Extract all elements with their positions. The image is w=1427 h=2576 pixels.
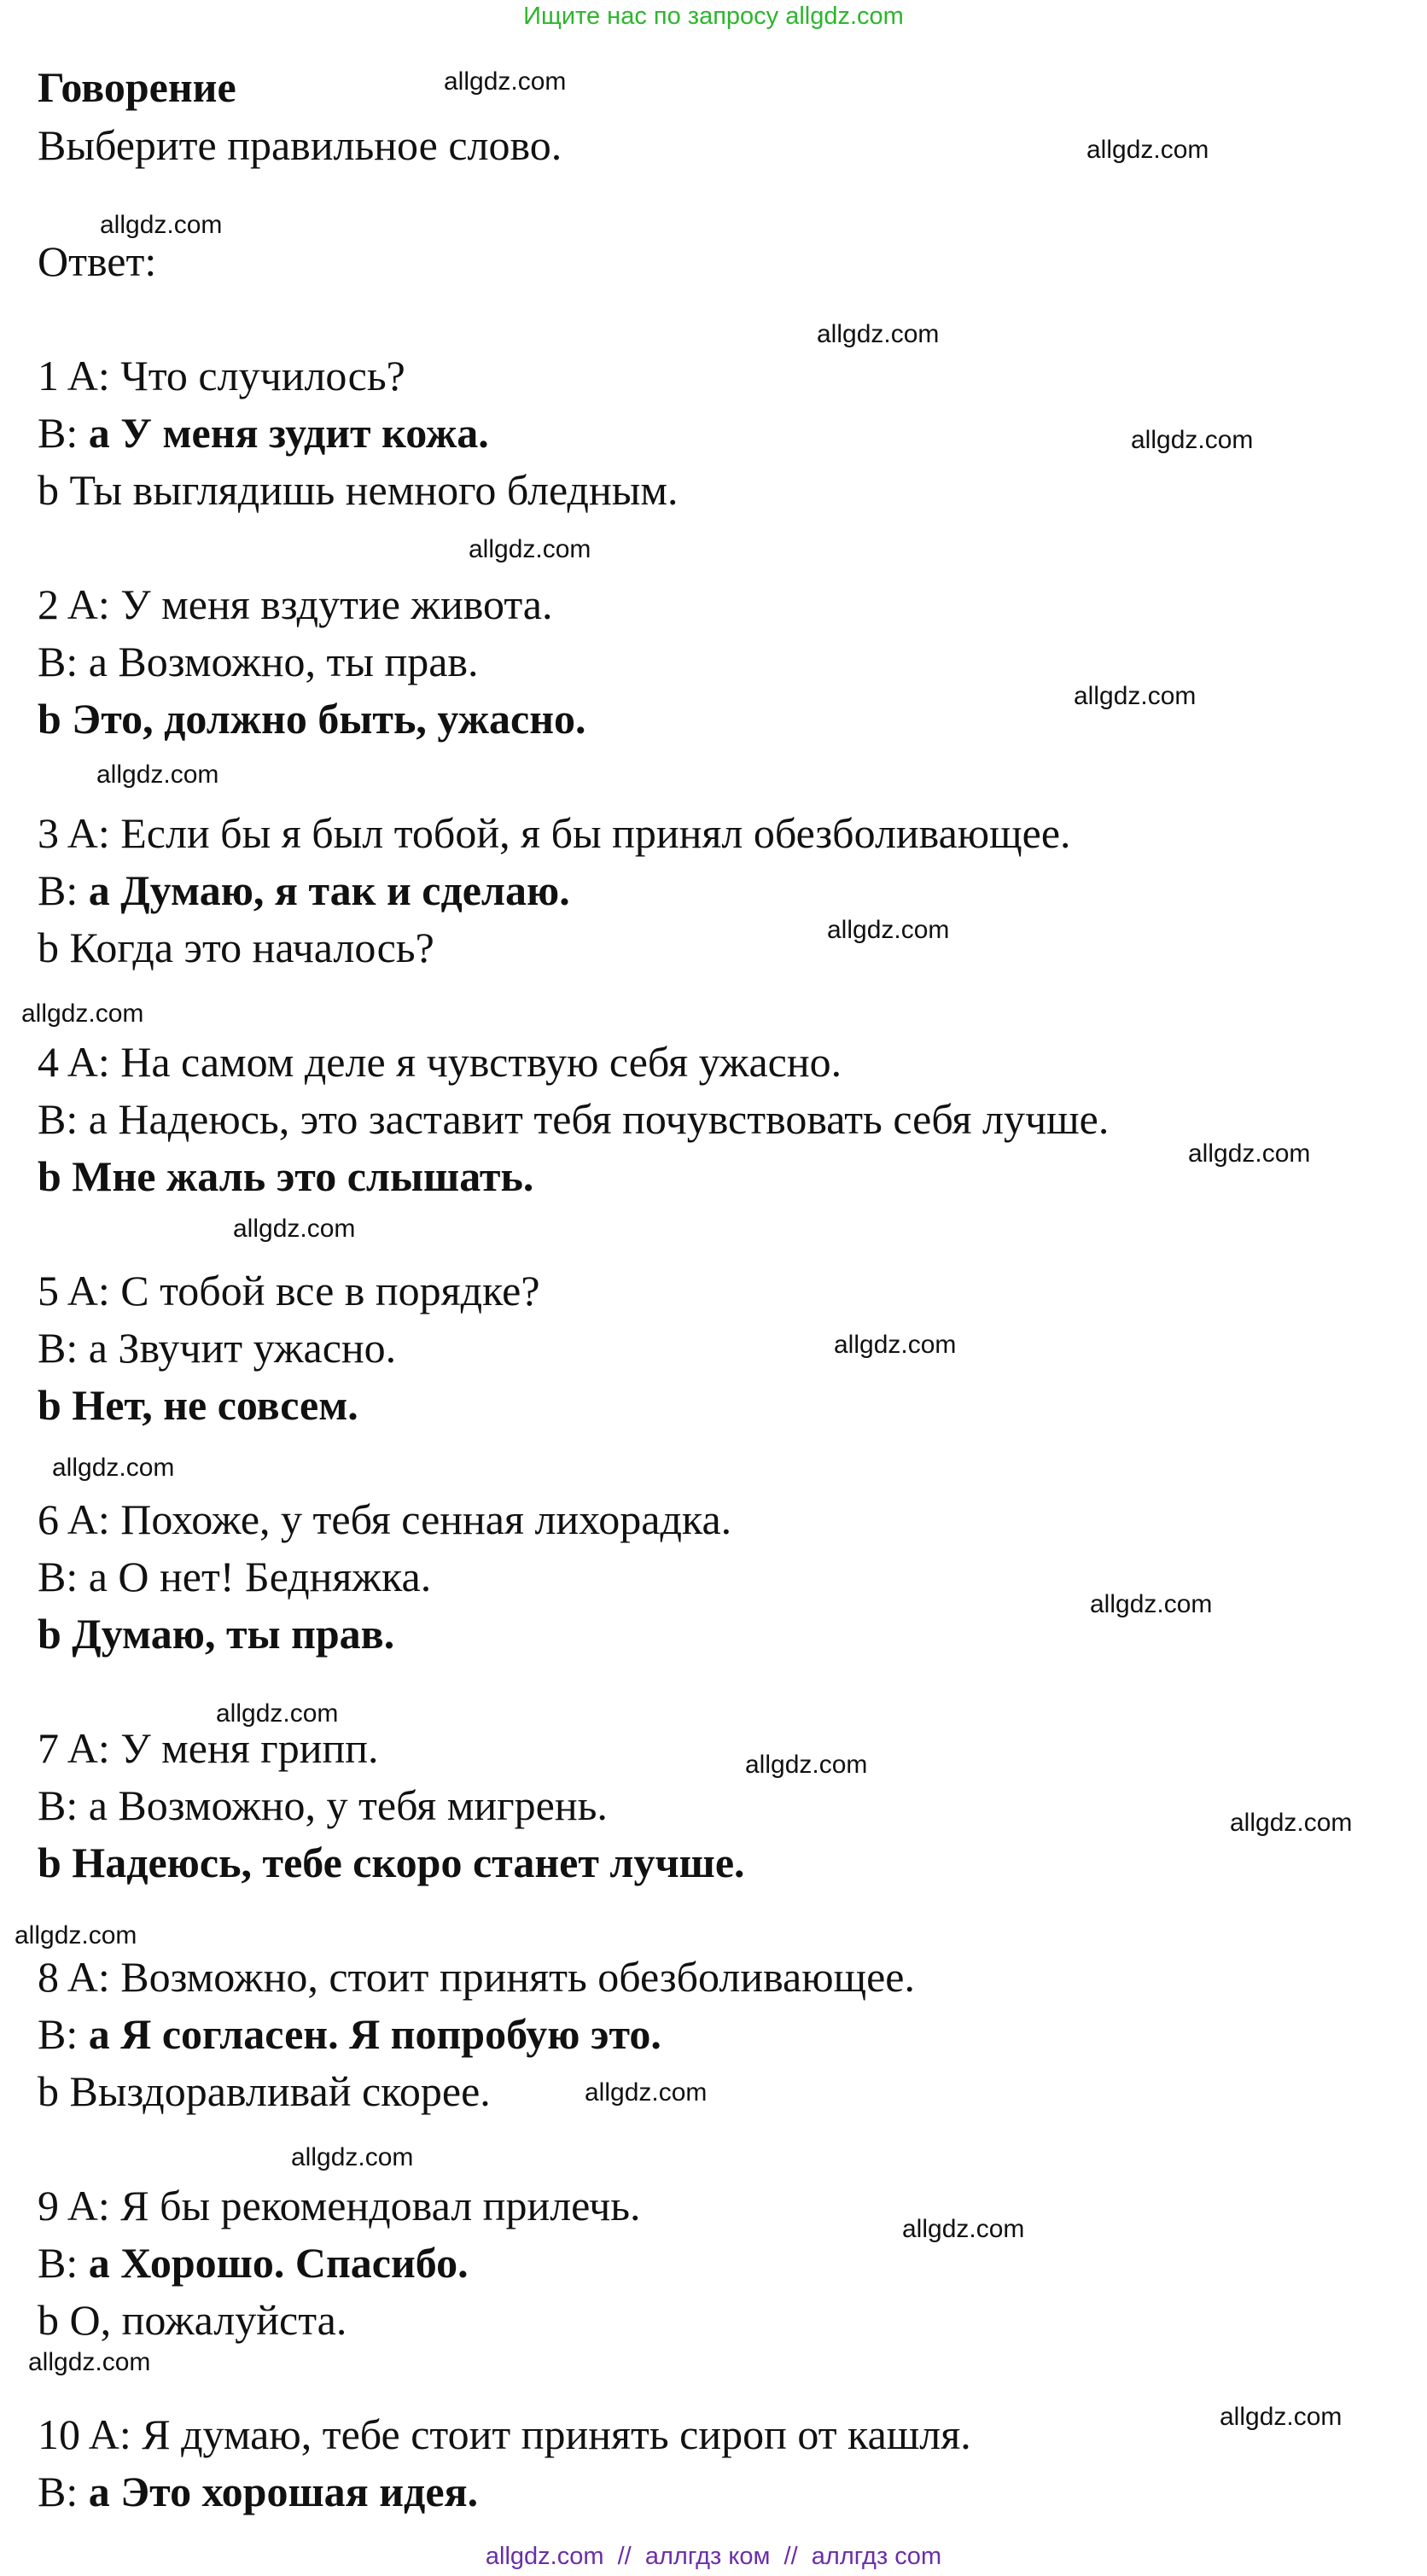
answer-label: Ответ: — [38, 237, 157, 285]
item-9-b-prefix: B: — [38, 2239, 89, 2287]
item-1-answer-a: a У меня зудит кожа. — [88, 409, 489, 457]
item-7-option-b: b Надеюсь, тебе скоро станет лучше. — [38, 1839, 745, 1886]
watermark: allgdz.com — [444, 67, 567, 96]
item-9-answer-a: a Хорошо. Спасибо. — [88, 2239, 469, 2287]
watermark: allgdz.com — [96, 761, 219, 789]
watermark: allgdz.com — [834, 1331, 957, 1359]
watermark: allgdz.com — [1074, 682, 1197, 710]
item-9-option-a — [38, 2237, 469, 2288]
instruction-text: Выберите правильное слово. — [38, 121, 562, 169]
item-5-option-b: b Нет, не совсем. — [38, 1381, 358, 1429]
watermark: allgdz.com — [28, 2348, 151, 2376]
watermark: allgdz.com — [100, 211, 223, 239]
item-4-option-b: b Мне жаль это слышать. — [38, 1152, 534, 1200]
item-1-option-b: b Ты выглядишь немного бледным. — [38, 466, 679, 514]
section-heading: Говорение — [38, 63, 236, 111]
watermark: allgdz.com — [15, 1921, 137, 1949]
item-3-answer-a: a Думаю, я так и сделаю. — [88, 866, 570, 914]
watermark: allgdz.com — [291, 2143, 414, 2171]
item-8-question: 8 A: Возможно, стоит принять обезболивающее. — [38, 1953, 915, 2001]
watermark: allgdz.com — [1220, 2403, 1343, 2431]
watermark: allgdz.com — [1188, 1139, 1311, 1168]
item-3-b-prefix: B: — [38, 866, 89, 914]
item-3-option-b: b Когда это началось? — [38, 924, 434, 971]
top-banner: Ищите нас по запросу allgdz.com — [523, 3, 904, 30]
item-8-option-b: b Выздоравливай скорее. — [38, 2067, 491, 2115]
item-1-question: 1 A: Что случилось? — [38, 352, 405, 399]
item-2-option-b: b Это, должно быть, ужасно. — [38, 695, 586, 743]
item-10-b-prefix: B: — [38, 2468, 89, 2515]
item-8-b-prefix: B: — [38, 2010, 89, 2058]
watermark: allgdz.com — [1086, 136, 1209, 164]
item-1-option-a — [38, 407, 489, 458]
watermark: allgdz.com — [745, 1751, 868, 1779]
item-6-question: 6 A: Похоже, у тебя сенная лихорадка. — [38, 1495, 732, 1543]
item-10-option-a — [38, 2466, 478, 2517]
item-10-answer-a: a Это хорошая идея. — [88, 2468, 479, 2515]
item-8-answer-a: a Я согласен. Я попробую это. — [88, 2010, 661, 2058]
watermark: allgdz.com — [469, 535, 591, 563]
item-8-option-a — [38, 2008, 661, 2060]
item-5-question: 5 A: С тобой все в порядке? — [38, 1267, 540, 1314]
watermark: allgdz.com — [52, 1454, 175, 1482]
item-6-option-b: b Думаю, ты прав. — [38, 1610, 395, 1658]
watermark: allgdz.com — [1090, 1590, 1213, 1618]
item-3-option-a — [38, 865, 570, 916]
bottom-banner: allgdz.com // аллгдз ком // аллгдз com — [485, 2543, 942, 2570]
item-7-question: 7 A: У меня грипп. — [38, 1724, 379, 1772]
watermark: allgdz.com — [585, 2078, 708, 2107]
item-5-option-a: B: a Звучит ужасно. — [38, 1324, 397, 1372]
item-2-question: 2 A: У меня вздутие живота. — [38, 580, 553, 628]
watermark: allgdz.com — [817, 320, 940, 348]
watermark: allgdz.com — [827, 916, 950, 944]
watermark: allgdz.com — [233, 1215, 356, 1243]
item-4-option-a: B: a Надеюсь, это заставит тебя почувствовать себя лучше. — [38, 1095, 1110, 1143]
item-7-option-a: B: a Возможно, у тебя мигрень. — [38, 1781, 608, 1829]
watermark: allgdz.com — [216, 1699, 339, 1728]
item-9-question: 9 A: Я бы рекомендовал прилечь. — [38, 2182, 641, 2229]
watermark: allgdz.com — [902, 2215, 1025, 2243]
item-2-option-a: B: a Возможно, ты прав. — [38, 638, 479, 685]
watermark: allgdz.com — [1230, 1809, 1353, 1837]
item-3-question: 3 A: Если бы я был тобой, я бы принял обезболивающее. — [38, 809, 1071, 857]
watermark: allgdz.com — [1131, 426, 1254, 454]
item-4-question: 4 A: На самом деле я чувствую себя ужасно. — [38, 1038, 842, 1086]
watermark: allgdz.com — [21, 1000, 144, 1028]
item-9-option-b: b О, пожалуйста. — [38, 2296, 347, 2344]
item-6-option-a: B: a О нет! Бедняжка. — [38, 1553, 432, 1600]
item-1-b-prefix: B: — [38, 409, 89, 457]
item-10-question: 10 A: Я думаю, тебе стоит принять сироп от кашля. — [38, 2410, 971, 2458]
